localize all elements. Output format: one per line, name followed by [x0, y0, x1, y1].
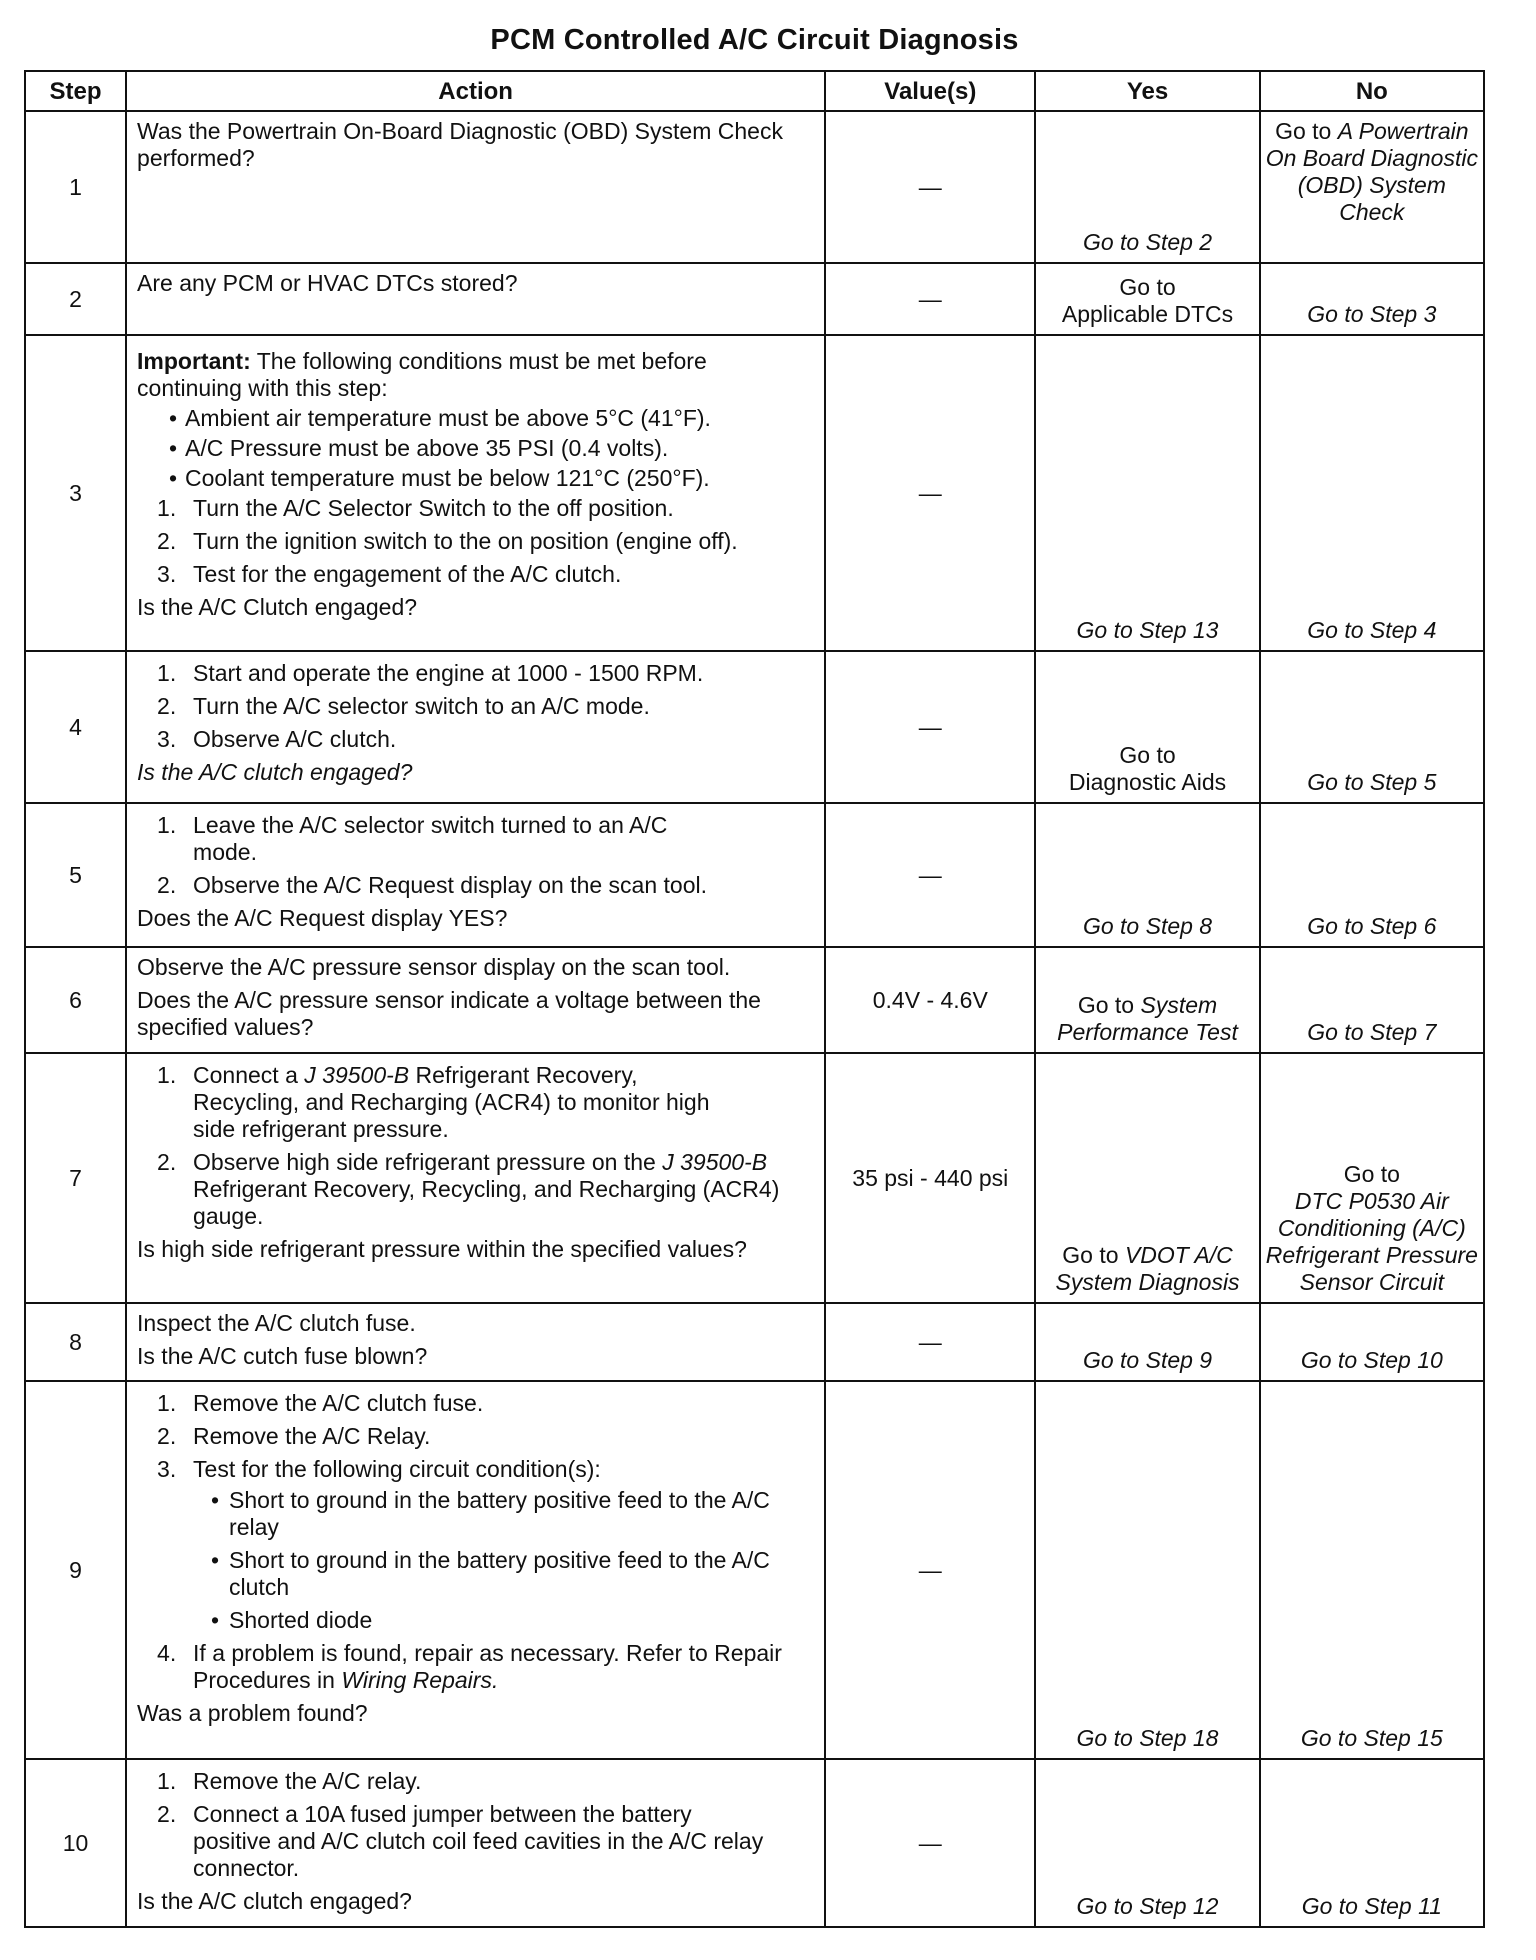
header-yes: Yes [1035, 71, 1259, 111]
step-number: 5 [25, 803, 126, 947]
list-item: 1. Remove the A/C relay. [157, 1768, 422, 1794]
value-cell: 0.4V - 4.6V [825, 947, 1035, 1053]
action-cell [126, 947, 825, 1053]
important-text: The following conditions must be met before continuing with this step: [137, 348, 707, 401]
action-question: Is the A/C Clutch engaged? [137, 594, 418, 620]
important-label: Important: [137, 348, 251, 374]
action-question: Is the A/C clutch engaged? [137, 759, 413, 785]
no-link: Go to Step 6 [1307, 913, 1437, 939]
yes-link: Go to Step 13 [1076, 617, 1219, 643]
list-item: 2. Remove the A/C Relay. [157, 1423, 431, 1449]
table-row [25, 1053, 1484, 1303]
action-cell [126, 111, 825, 263]
table-row [25, 111, 1484, 263]
step-number: 7 [25, 1053, 126, 1303]
no-cell [1260, 111, 1484, 263]
condition-list [193, 1487, 814, 1634]
list-item: 3. Observe A/C clutch. [157, 726, 397, 752]
action-cell [126, 803, 825, 947]
value-cell: — [825, 263, 1035, 335]
list-item: 2. Turn the ignition switch to the on position (engine off). [157, 528, 738, 554]
value-cell: — [825, 1381, 1035, 1759]
step-number: 4 [25, 651, 126, 803]
yes-cell [1035, 1381, 1259, 1759]
list-item: 1. Remove the A/C clutch fuse. [157, 1390, 484, 1416]
no-link: Go to Step 4 [1307, 617, 1437, 643]
no-prefix: Go to [1275, 118, 1332, 144]
no-link: Go to Step 3 [1307, 301, 1437, 327]
yes-cell [1035, 803, 1259, 947]
action-instruction: Inspect the A/C clutch fuse. [137, 1310, 416, 1336]
list-item: 3. Test for the engagement of the A/C clutch. [157, 561, 622, 587]
yes-link: Go to Step 12 [1076, 1893, 1219, 1919]
procedure-list [137, 812, 814, 899]
action-question: Was a problem found? [137, 1700, 368, 1726]
list-item: 1. Turn the A/C Selector Switch to the off position. [157, 495, 674, 521]
yes-link: Go to Step 18 [1076, 1725, 1219, 1751]
header-action: Action [126, 71, 825, 111]
procedure-list [137, 1062, 814, 1230]
no-link: Go to Step 11 [1301, 1893, 1442, 1919]
value-cell: — [825, 1759, 1035, 1927]
list-item: 1. Leave the A/C selector switch turned to an A/C mode. [157, 812, 668, 865]
yes-prefix: Go to [1077, 992, 1135, 1018]
no-cell [1260, 1759, 1484, 1927]
yes-cell [1035, 111, 1259, 263]
action-cell [126, 1381, 825, 1759]
list-item: • Shorted diode [193, 1607, 794, 1634]
table-row [25, 1381, 1484, 1759]
table-row [25, 263, 1484, 335]
page-title: PCM Controlled A/C Circuit Diagnosis [490, 24, 1019, 56]
yes-target: Diagnostic Aids [1068, 769, 1227, 795]
diagnosis-table [24, 70, 1485, 1928]
important-note [137, 348, 814, 402]
list-item: • Short to ground in the battery positive feed to the A/C clutch [193, 1547, 794, 1601]
step-number: 1 [25, 111, 126, 263]
action-question: Is the A/C clutch engaged? [137, 1888, 412, 1914]
tool-name: J 39500-B [662, 1149, 768, 1175]
action-cell [126, 1053, 825, 1303]
action-cell [126, 651, 825, 803]
reference-link: Wiring Repairs. [341, 1667, 499, 1693]
yes-prefix: Go to [1119, 742, 1176, 768]
step-number: 2 [25, 263, 126, 335]
no-cell [1260, 263, 1484, 335]
action-question: Does the A/C Request display YES? [137, 905, 508, 931]
header-row [25, 71, 1484, 111]
action-instruction: Observe the A/C pressure sensor display on the scan tool. [137, 954, 731, 980]
yes-cell [1035, 1759, 1259, 1927]
action-cell [126, 263, 825, 335]
no-cell [1260, 1381, 1484, 1759]
list-item: 2. Observe high side refrigerant pressure on the J 39500-B Refrigerant Recovery, Recycling, and Recharging (ACR4) gauge. [157, 1149, 780, 1229]
yes-cell [1035, 947, 1259, 1053]
list-item: • A/C Pressure must be above 35 PSI (0.4 volts). [137, 435, 814, 462]
tool-name: J 39500-B [304, 1062, 410, 1088]
no-cell [1260, 947, 1484, 1053]
yes-prefix: Go to [1062, 1242, 1119, 1268]
yes-cell [1035, 335, 1259, 651]
header-step: Step [25, 71, 126, 111]
value-cell: — [825, 335, 1035, 651]
value-cell: 35 psi - 440 psi [825, 1053, 1035, 1303]
yes-link: Go to Step 2 [1082, 229, 1213, 255]
yes-prefix: Go to [1119, 274, 1176, 300]
no-link: DTC P0530 Air Conditioning (A/C) Refrigerant Pressure Sensor Circuit [1265, 1188, 1478, 1295]
no-cell [1260, 1053, 1484, 1303]
value-cell: — [825, 651, 1035, 803]
no-link: Go to Step 7 [1307, 1019, 1437, 1045]
table-row [25, 335, 1484, 651]
no-cell [1260, 335, 1484, 651]
action-question: Was the Powertrain On-Board Diagnostic (OBD) System Check performed? [137, 118, 783, 171]
yes-link: System Performance Test [1057, 992, 1238, 1045]
yes-link: Go to Step 9 [1082, 1347, 1213, 1373]
yes-cell [1035, 651, 1259, 803]
list-item: 1. Connect a J 39500-B Refrigerant Recovery, Recycling, and Recharging (ACR4) to monitor high side refrigerant pressure. [157, 1062, 710, 1142]
no-cell [1260, 651, 1484, 803]
list-item: 3. Test for the following circuit condition(s): • Short to ground in the battery positive feed to the A/C relay • Short to ground in the battery positive feed to the A/C clutch • Shorted diode [137, 1456, 814, 1634]
action-question: Does the A/C pressure sensor indicate a voltage between the specified values? [137, 987, 761, 1040]
action-question: Is high side refrigerant pressure within the specified values? [137, 1236, 747, 1262]
no-link: A Powertrain On Board Diagnostic (OBD) System Check [1265, 118, 1478, 225]
step-number: 10 [25, 1759, 126, 1927]
no-prefix: Go to [1343, 1161, 1400, 1187]
condition-list [137, 405, 814, 492]
table-row [25, 947, 1484, 1053]
value-cell: — [825, 111, 1035, 263]
yes-cell [1035, 1053, 1259, 1303]
procedure-list [137, 660, 814, 753]
list-item: 1. Start and operate the engine at 1000 - 1500 RPM. [157, 660, 704, 686]
step-number: 6 [25, 947, 126, 1053]
yes-target: Applicable DTCs [1061, 301, 1234, 327]
yes-cell [1035, 1303, 1259, 1381]
list-item: • Short to ground in the battery positive feed to the A/C relay [193, 1487, 794, 1541]
no-cell [1260, 803, 1484, 947]
list-item: 2. Turn the A/C selector switch to an A/C mode. [157, 693, 650, 719]
action-cell [126, 335, 825, 651]
no-link: Go to Step 10 [1300, 1347, 1443, 1373]
action-question: Are any PCM or HVAC DTCs stored? [137, 270, 518, 296]
list-item: 2. Observe the A/C Request display on the scan tool. [157, 872, 707, 898]
table-row [25, 1303, 1484, 1381]
table-row [25, 1759, 1484, 1927]
no-link: Go to Step 15 [1300, 1725, 1443, 1751]
yes-link: Go to Step 8 [1082, 913, 1213, 939]
procedure-list [137, 1390, 814, 1694]
no-link: Go to Step 5 [1307, 769, 1437, 795]
procedure-list [137, 495, 814, 588]
value-cell: — [825, 1303, 1035, 1381]
header-no: No [1260, 71, 1484, 111]
action-question: Is the A/C cutch fuse blown? [137, 1343, 428, 1369]
step-number: 8 [25, 1303, 126, 1381]
step-number: 3 [25, 335, 126, 651]
procedure-list [137, 1768, 814, 1882]
header-values: Value(s) [825, 71, 1035, 111]
table-row [25, 803, 1484, 947]
value-cell: — [825, 803, 1035, 947]
yes-cell [1035, 263, 1259, 335]
action-cell [126, 1303, 825, 1381]
list-item: • Ambient air temperature must be above 5°C (41°F). [137, 405, 814, 432]
yes-link: VDOT A/C System Diagnosis [1055, 1242, 1240, 1295]
action-cell [126, 1759, 825, 1927]
list-item: • Coolant temperature must be below 121°C (250°F). [137, 465, 814, 492]
no-cell [1260, 1303, 1484, 1381]
list-item: 4. If a problem is found, repair as necessary. Refer to Repair Procedures in Wiring Repairs. [157, 1640, 782, 1693]
step-number: 9 [25, 1381, 126, 1759]
table-row [25, 651, 1484, 803]
list-item: 2. Connect a 10A fused jumper between the battery positive and A/C clutch coil feed cavities in the A/C relay connector. [157, 1801, 764, 1881]
